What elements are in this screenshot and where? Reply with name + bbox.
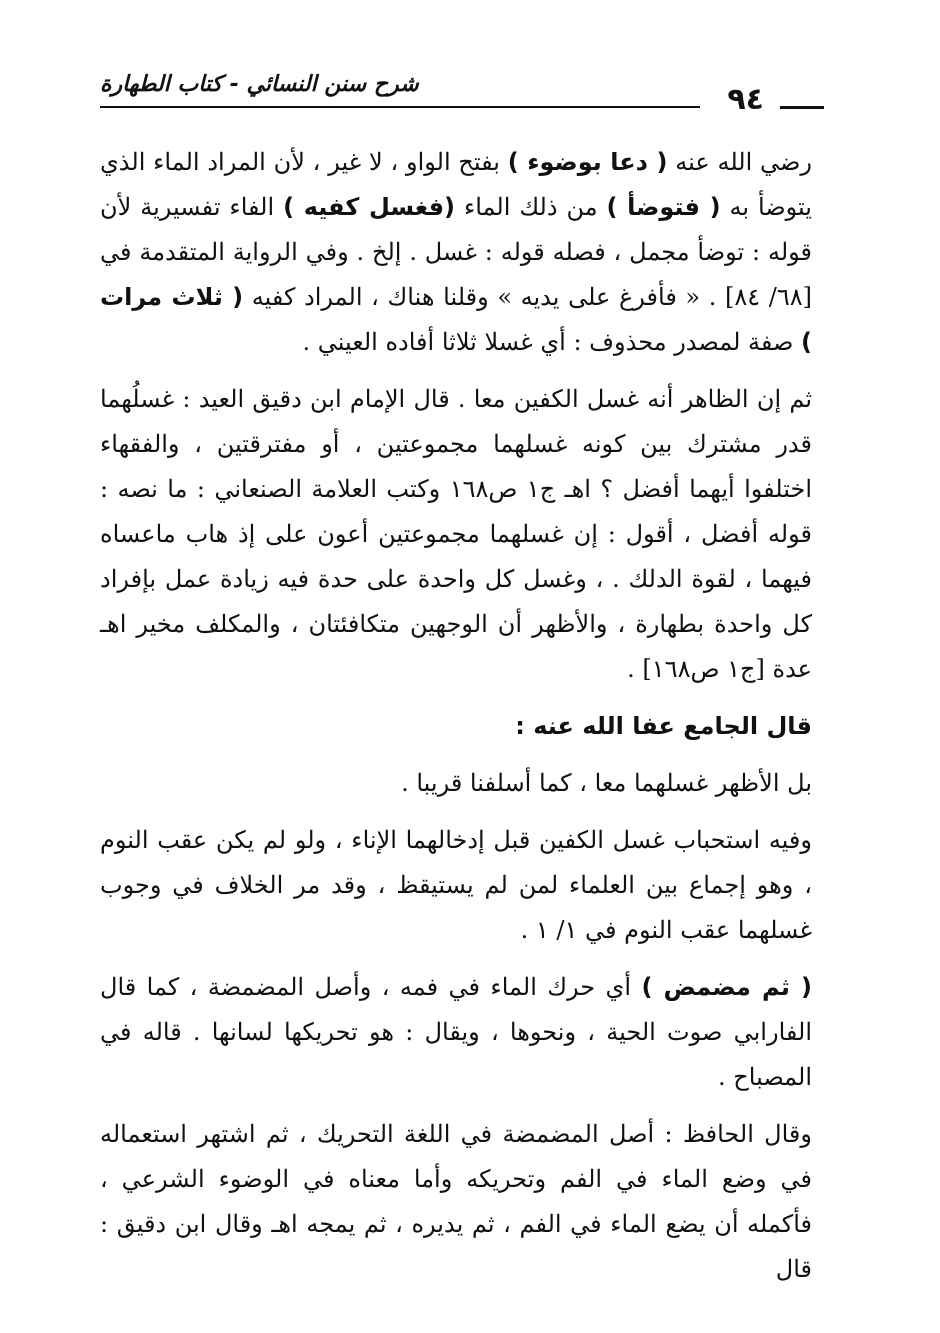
quoted-hadith-phrase: ( ثم مضمض ) [641, 973, 812, 1001]
text-run: من ذلك الماء [455, 193, 607, 221]
paragraph [100, 377, 812, 692]
text-run: رضي الله عنه [667, 148, 812, 176]
text-run: وفيه استحباب غسل الكفين قبل إدخالهما الإناء ، ولو لم يكن عقب النوم ، وهو إجماع بين العلماء لمن لم يستيقظ ، وقد مر الخلاف في وجوب غسلهما عقب النوم في ١/ ١ . [100, 826, 812, 944]
paragraph [100, 1112, 812, 1292]
page-number: ٩٤ [727, 82, 764, 117]
paragraph [100, 818, 812, 953]
text-run: ثم إن الظاهر أنه غسل الكفين معا . قال الإمام ابن دقيق العيد : غسلُهما قدر مشترك بين كونه غسلهما مجموعتين ، أو مفترقتين ، والفقهاء اختلفوا أيهما أفضل ؟ اهـ ج١ ص١٦٨ وكتب العلامة الصنعاني : ما نصه : قوله أفضل ، أقول : إن غسلهما مجموعتين أعون على إذ هاب ماعساه فيهما ، لقوة الدلك . ، وغسل كل واحدة على حدة فيه زيادة عمل بإفراد كل واحدة بطهارة ، والأظهر أن الوجهين متكافئتان ، والمكلف مخير اهـ عدة [ج١ ص١٦٨] . [100, 385, 812, 683]
quoted-hadith-phrase: (فغسل كفيه ) [283, 193, 456, 221]
quoted-hadith-phrase: ( دعا بوضوء ) [507, 148, 668, 176]
paragraph [100, 140, 812, 365]
text-run: بفتح الواو ، لا غير ، لأن المراد الماء الذي يتوضأ به [100, 148, 812, 221]
quoted-hadith-phrase: ( ثلاث مرات ) [100, 283, 812, 356]
running-title: شرح سنن النسائي - كتاب الطهارة [100, 72, 419, 97]
paragraph [100, 965, 812, 1100]
section-heading [100, 704, 812, 749]
page-number-dash [780, 106, 824, 109]
header-rule [100, 106, 700, 108]
paragraph [100, 761, 812, 806]
text-run: صفة لمصدر محذوف : أي غسلا ثلاثا أفاده العيني . [302, 328, 802, 356]
text-run: بل الأظهر غسلهما معا ، كما أسلفنا قريبا . [401, 769, 812, 797]
text-run: وقال الحافظ : أصل المضمضة في اللغة التحريك ، ثم اشتهر استعماله في وضع الماء في الفم وتحريكه وأما معناه في الوضوء الشرعي ، فأكمله أن يضع الماء في الفم ، ثم يديره ، ثم يمجه اهـ وقال ابن دقيق : قال [100, 1120, 812, 1283]
quoted-hadith-phrase: ( فتوضأ ) [606, 193, 721, 221]
text-run: قال الجامع عفا الله عنه : [515, 712, 812, 740]
text-run: الفاء تفسيرية لأن قوله : توضأ مجمل ، فصله قوله : غسل . إلخ . وفي الرواية المتقدمة في [٦٨/ ٨٤] . « فأفرغ على يديه » وقلنا هناك ، المراد كفيه [100, 193, 812, 311]
text-run: أي حرك الماء في فمه ، وأصل المضمضة ، كما قال الفارابي صوت الحية ، ونحوها ، ويقال : هو تحريكها لسانها . قاله في المصباح . [100, 973, 812, 1091]
page-header [100, 64, 824, 124]
body-text [100, 140, 812, 1304]
